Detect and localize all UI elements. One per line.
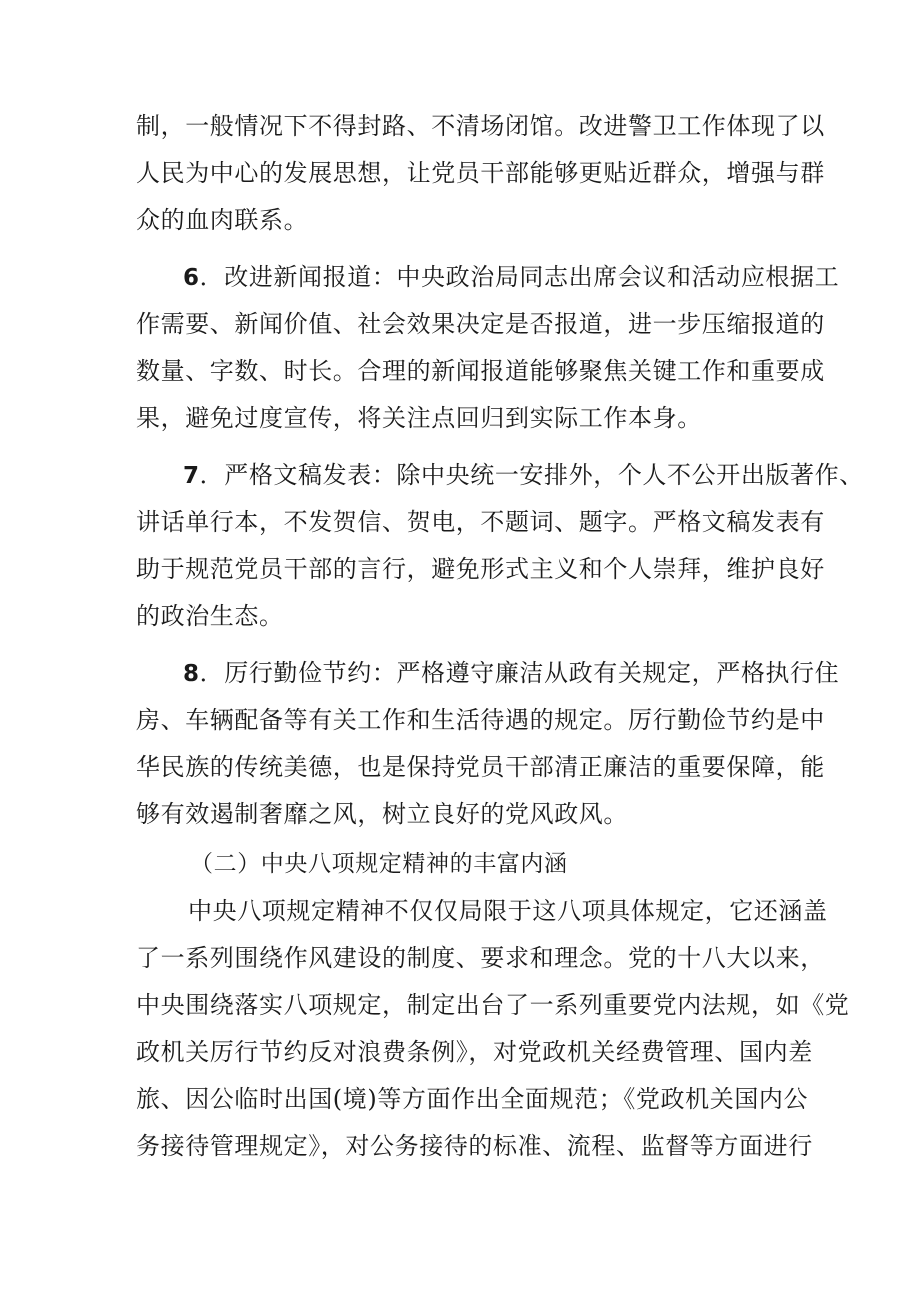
section-heading: （二）中央八项规定精神的丰富内涵 — [190, 851, 568, 877]
item-separator: ． — [199, 461, 225, 489]
item-number: 6 — [183, 265, 200, 291]
text-line: 作需要、新闻价值、社会效果决定是否报道，进一步压缩报道的 — [136, 310, 825, 338]
text-line: 果，避免过度宣传，将关注点回归到实际工作本身。 — [136, 404, 702, 432]
item-number: 8 — [183, 661, 200, 687]
item-separator: ． — [199, 659, 225, 687]
text-line: 中央围绕落实八项规定，制定出台了一系列重要党内法规，如《党 — [136, 991, 850, 1019]
text-line: 务接待管理规定》，对公务接待的标准、流程、监督等方面进行 — [136, 1132, 813, 1160]
text-line: 够有效遏制奢靡之风，树立良好的党风政风。 — [136, 800, 628, 828]
text-line: 助于规范党员干部的言行，避免形式主义和个人崇拜，维护良好 — [136, 555, 825, 583]
list-item-8 — [183, 653, 839, 693]
text-line: 房、车辆配备等有关工作和生活待遇的规定。厉行勤俭节约是中 — [136, 706, 825, 734]
text-line: 制，一般情况下不得封路、不清场闭馆。改进警卫工作体现了以 — [136, 112, 825, 140]
text-line: 旅、因公临时出国(境)等方面作出全面规范；《党政机关国内公 — [136, 1085, 809, 1113]
text-line: 人民为中心的发展思想，让党员干部能够更贴近群众，增强与群 — [136, 159, 825, 187]
text-line: 改进新闻报道：中央政治局同志出席会议和活动应根据工 — [224, 263, 840, 291]
text-line: 华民族的传统美德，也是保持党员干部清正廉洁的重要保障，能 — [136, 753, 825, 781]
list-item-6 — [183, 257, 839, 297]
text-line: 众的血肉联系。 — [136, 206, 309, 234]
text-line: 讲话单行本，不发贺信、贺电，不题词、题字。严格文稿发表有 — [136, 508, 825, 536]
text-line: 了一系列围绕作风建设的制度、要求和理念。党的十八大以来， — [136, 944, 825, 972]
item-separator: ． — [199, 263, 225, 291]
text-line: 的政治生态。 — [136, 602, 284, 630]
list-item-7 — [183, 455, 864, 495]
text-line: 严格文稿发表：除中央统一安排外，个人不公开出版著作、 — [224, 461, 864, 489]
text-line: 政机关厉行节约反对浪费条例》，对党政机关经费管理、国内差 — [136, 1038, 813, 1066]
text-line: 中央八项规定精神不仅仅局限于这八项具体规定，它还涵盖 — [188, 897, 828, 925]
text-line: 厉行勤俭节约：严格遵守廉洁从政有关规定，严格执行住 — [224, 659, 840, 687]
item-number: 7 — [183, 463, 200, 489]
text-line: 数量、字数、时长。合理的新闻报道能够聚焦关键工作和重要成 — [136, 357, 825, 385]
